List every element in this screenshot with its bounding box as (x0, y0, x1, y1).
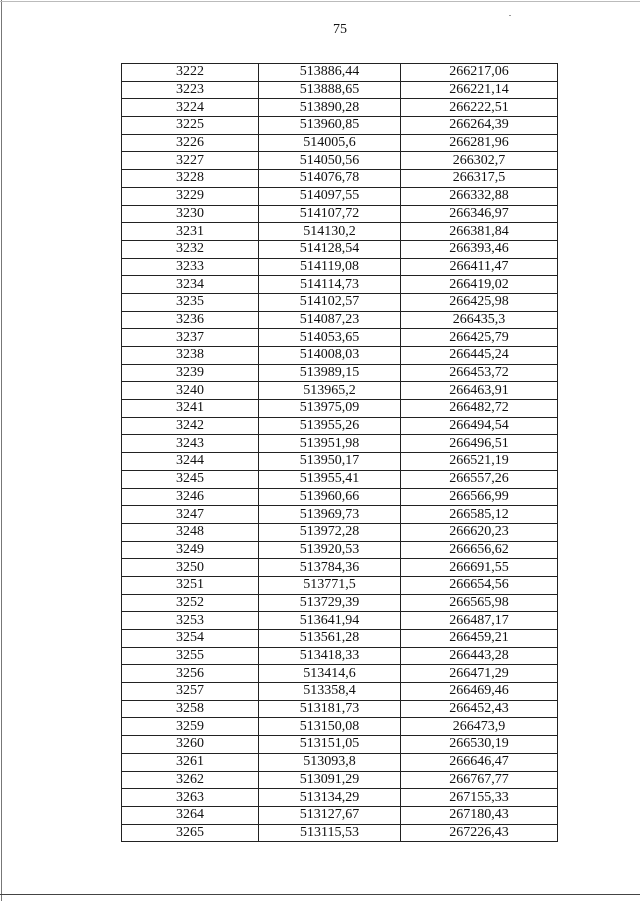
point-number-cell: 3233 (122, 258, 259, 276)
point-number-cell: 3226 (122, 134, 259, 152)
table-row (122, 789, 558, 807)
point-number-cell: 3255 (122, 647, 259, 665)
point-number-cell: 3231 (122, 223, 259, 241)
point-number-cell: 3240 (122, 382, 259, 400)
y-coordinate-cell: 266471,29 (401, 665, 558, 683)
point-number-cell: 3243 (122, 435, 259, 453)
x-coordinate-cell: 514053,65 (259, 329, 401, 347)
x-coordinate-cell: 513358,4 (259, 683, 401, 701)
x-coordinate-cell: 513955,26 (259, 417, 401, 435)
x-coordinate-cell: 513960,85 (259, 117, 401, 135)
x-coordinate-cell: 513150,08 (259, 718, 401, 736)
table-row (122, 453, 558, 471)
table-row (122, 134, 558, 152)
y-coordinate-cell: 266494,54 (401, 417, 558, 435)
table-row (122, 240, 558, 258)
table-row (122, 276, 558, 294)
y-coordinate-cell: 266557,26 (401, 470, 558, 488)
x-coordinate-cell: 513771,5 (259, 576, 401, 594)
x-coordinate-cell: 513960,66 (259, 488, 401, 506)
point-number-cell: 3239 (122, 364, 259, 382)
point-number-cell: 3263 (122, 789, 259, 807)
point-number-cell: 3244 (122, 453, 259, 471)
y-coordinate-cell: 267180,43 (401, 806, 558, 824)
y-coordinate-cell: 266646,47 (401, 753, 558, 771)
table-row (122, 630, 558, 648)
y-coordinate-cell: 266411,47 (401, 258, 558, 276)
table-row (122, 771, 558, 789)
point-number-cell: 3259 (122, 718, 259, 736)
table-row (122, 382, 558, 400)
page-edge-top (0, 1, 640, 2)
y-coordinate-cell: 266381,84 (401, 223, 558, 241)
point-number-cell: 3258 (122, 700, 259, 718)
point-number-cell: 3245 (122, 470, 259, 488)
x-coordinate-cell: 513115,53 (259, 824, 401, 842)
y-coordinate-cell: 266654,56 (401, 576, 558, 594)
table-row (122, 506, 558, 524)
point-number-cell: 3250 (122, 559, 259, 577)
y-coordinate-cell: 266222,51 (401, 99, 558, 117)
x-coordinate-cell: 514050,56 (259, 152, 401, 170)
scan-speck (509, 15, 511, 16)
table-row (122, 559, 558, 577)
y-coordinate-cell: 266566,99 (401, 488, 558, 506)
y-coordinate-cell: 266302,7 (401, 152, 558, 170)
x-coordinate-cell: 513134,29 (259, 789, 401, 807)
x-coordinate-cell: 513951,98 (259, 435, 401, 453)
table-row (122, 594, 558, 612)
y-coordinate-cell: 266264,39 (401, 117, 558, 135)
y-coordinate-cell: 266585,12 (401, 506, 558, 524)
x-coordinate-cell: 513955,41 (259, 470, 401, 488)
table-row (122, 400, 558, 418)
y-coordinate-cell: 266452,43 (401, 700, 558, 718)
y-coordinate-cell: 266473,9 (401, 718, 558, 736)
point-number-cell: 3224 (122, 99, 259, 117)
x-coordinate-cell: 514119,08 (259, 258, 401, 276)
y-coordinate-cell: 266565,98 (401, 594, 558, 612)
x-coordinate-cell: 513989,15 (259, 364, 401, 382)
x-coordinate-cell: 513181,73 (259, 700, 401, 718)
y-coordinate-cell: 266445,24 (401, 347, 558, 365)
x-coordinate-cell: 514107,72 (259, 205, 401, 223)
x-coordinate-cell: 513920,53 (259, 541, 401, 559)
y-coordinate-cell: 266459,21 (401, 630, 558, 648)
table-row (122, 753, 558, 771)
point-number-cell: 3249 (122, 541, 259, 559)
x-coordinate-cell: 513950,17 (259, 453, 401, 471)
x-coordinate-cell: 513965,2 (259, 382, 401, 400)
y-coordinate-cell: 266393,46 (401, 240, 558, 258)
table-row (122, 64, 558, 82)
point-number-cell: 3252 (122, 594, 259, 612)
y-coordinate-cell: 266435,3 (401, 311, 558, 329)
y-coordinate-cell: 266453,72 (401, 364, 558, 382)
y-coordinate-cell: 267226,43 (401, 824, 558, 842)
table-row (122, 806, 558, 824)
y-coordinate-cell: 267155,33 (401, 789, 558, 807)
point-number-cell: 3246 (122, 488, 259, 506)
table-row (122, 99, 558, 117)
table-row (122, 736, 558, 754)
y-coordinate-cell: 266281,96 (401, 134, 558, 152)
y-coordinate-cell: 266346,97 (401, 205, 558, 223)
y-coordinate-cell: 266767,77 (401, 771, 558, 789)
point-number-cell: 3229 (122, 187, 259, 205)
coordinates-table (121, 63, 558, 842)
x-coordinate-cell: 514087,23 (259, 311, 401, 329)
x-coordinate-cell: 513093,8 (259, 753, 401, 771)
page-number: 75 (333, 22, 347, 37)
x-coordinate-cell: 514102,57 (259, 293, 401, 311)
point-number-cell: 3225 (122, 117, 259, 135)
x-coordinate-cell: 513890,28 (259, 99, 401, 117)
y-coordinate-cell: 266463,91 (401, 382, 558, 400)
x-coordinate-cell: 513975,09 (259, 400, 401, 418)
x-coordinate-cell: 513888,65 (259, 81, 401, 99)
table-row (122, 81, 558, 99)
point-number-cell: 3254 (122, 630, 259, 648)
table-row (122, 152, 558, 170)
table-row (122, 258, 558, 276)
table-row (122, 576, 558, 594)
point-number-cell: 3236 (122, 311, 259, 329)
table-row (122, 470, 558, 488)
point-number-cell: 3262 (122, 771, 259, 789)
x-coordinate-cell: 514114,73 (259, 276, 401, 294)
table-row (122, 223, 558, 241)
table-row (122, 187, 558, 205)
x-coordinate-cell: 513641,94 (259, 612, 401, 630)
x-coordinate-cell: 513091,29 (259, 771, 401, 789)
x-coordinate-cell: 513561,28 (259, 630, 401, 648)
y-coordinate-cell: 266425,79 (401, 329, 558, 347)
x-coordinate-cell: 513784,36 (259, 559, 401, 577)
point-number-cell: 3251 (122, 576, 259, 594)
table-row (122, 683, 558, 701)
table-row (122, 824, 558, 842)
y-coordinate-cell: 266691,55 (401, 559, 558, 577)
table-row (122, 417, 558, 435)
x-coordinate-cell: 513972,28 (259, 523, 401, 541)
x-coordinate-cell: 514076,78 (259, 170, 401, 188)
table-row (122, 488, 558, 506)
x-coordinate-cell: 513729,39 (259, 594, 401, 612)
page-edge-bottom (0, 894, 640, 895)
y-coordinate-cell: 266419,02 (401, 276, 558, 294)
y-coordinate-cell: 266521,19 (401, 453, 558, 471)
point-number-cell: 3238 (122, 347, 259, 365)
point-number-cell: 3241 (122, 400, 259, 418)
table-row (122, 435, 558, 453)
point-number-cell: 3261 (122, 753, 259, 771)
table-row (122, 364, 558, 382)
y-coordinate-cell: 266482,72 (401, 400, 558, 418)
x-coordinate-cell: 514008,03 (259, 347, 401, 365)
point-number-cell: 3256 (122, 665, 259, 683)
point-number-cell: 3257 (122, 683, 259, 701)
point-number-cell: 3265 (122, 824, 259, 842)
x-coordinate-cell: 513886,44 (259, 64, 401, 82)
point-number-cell: 3223 (122, 81, 259, 99)
table-row (122, 293, 558, 311)
table-row (122, 170, 558, 188)
table-row (122, 647, 558, 665)
table-row (122, 205, 558, 223)
x-coordinate-cell: 513969,73 (259, 506, 401, 524)
x-coordinate-cell: 513414,6 (259, 665, 401, 683)
y-coordinate-cell: 266217,06 (401, 64, 558, 82)
table-row (122, 612, 558, 630)
table-row (122, 117, 558, 135)
y-coordinate-cell: 266332,88 (401, 187, 558, 205)
y-coordinate-cell: 266496,51 (401, 435, 558, 453)
point-number-cell: 3230 (122, 205, 259, 223)
y-coordinate-cell: 266487,17 (401, 612, 558, 630)
x-coordinate-cell: 514130,2 (259, 223, 401, 241)
point-number-cell: 3237 (122, 329, 259, 347)
y-coordinate-cell: 266469,46 (401, 683, 558, 701)
point-number-cell: 3264 (122, 806, 259, 824)
table-row (122, 329, 558, 347)
x-coordinate-cell: 513418,33 (259, 647, 401, 665)
x-coordinate-cell: 513127,67 (259, 806, 401, 824)
coordinates-table-body (122, 64, 558, 842)
y-coordinate-cell: 266656,62 (401, 541, 558, 559)
y-coordinate-cell: 266425,98 (401, 293, 558, 311)
table-row (122, 718, 558, 736)
table-row (122, 700, 558, 718)
x-coordinate-cell: 514128,54 (259, 240, 401, 258)
point-number-cell: 3235 (122, 293, 259, 311)
x-coordinate-cell: 514097,55 (259, 187, 401, 205)
y-coordinate-cell: 266317,5 (401, 170, 558, 188)
point-number-cell: 3260 (122, 736, 259, 754)
y-coordinate-cell: 266530,19 (401, 736, 558, 754)
table-row (122, 347, 558, 365)
point-number-cell: 3248 (122, 523, 259, 541)
table-row (122, 541, 558, 559)
page-edge-left (1, 0, 2, 901)
y-coordinate-cell: 266620,23 (401, 523, 558, 541)
y-coordinate-cell: 266221,14 (401, 81, 558, 99)
point-number-cell: 3232 (122, 240, 259, 258)
point-number-cell: 3228 (122, 170, 259, 188)
point-number-cell: 3234 (122, 276, 259, 294)
point-number-cell: 3227 (122, 152, 259, 170)
x-coordinate-cell: 514005,6 (259, 134, 401, 152)
x-coordinate-cell: 513151,05 (259, 736, 401, 754)
table-row (122, 311, 558, 329)
point-number-cell: 3242 (122, 417, 259, 435)
point-number-cell: 3253 (122, 612, 259, 630)
point-number-cell: 3222 (122, 64, 259, 82)
point-number-cell: 3247 (122, 506, 259, 524)
table-row (122, 523, 558, 541)
y-coordinate-cell: 266443,28 (401, 647, 558, 665)
table-row (122, 665, 558, 683)
